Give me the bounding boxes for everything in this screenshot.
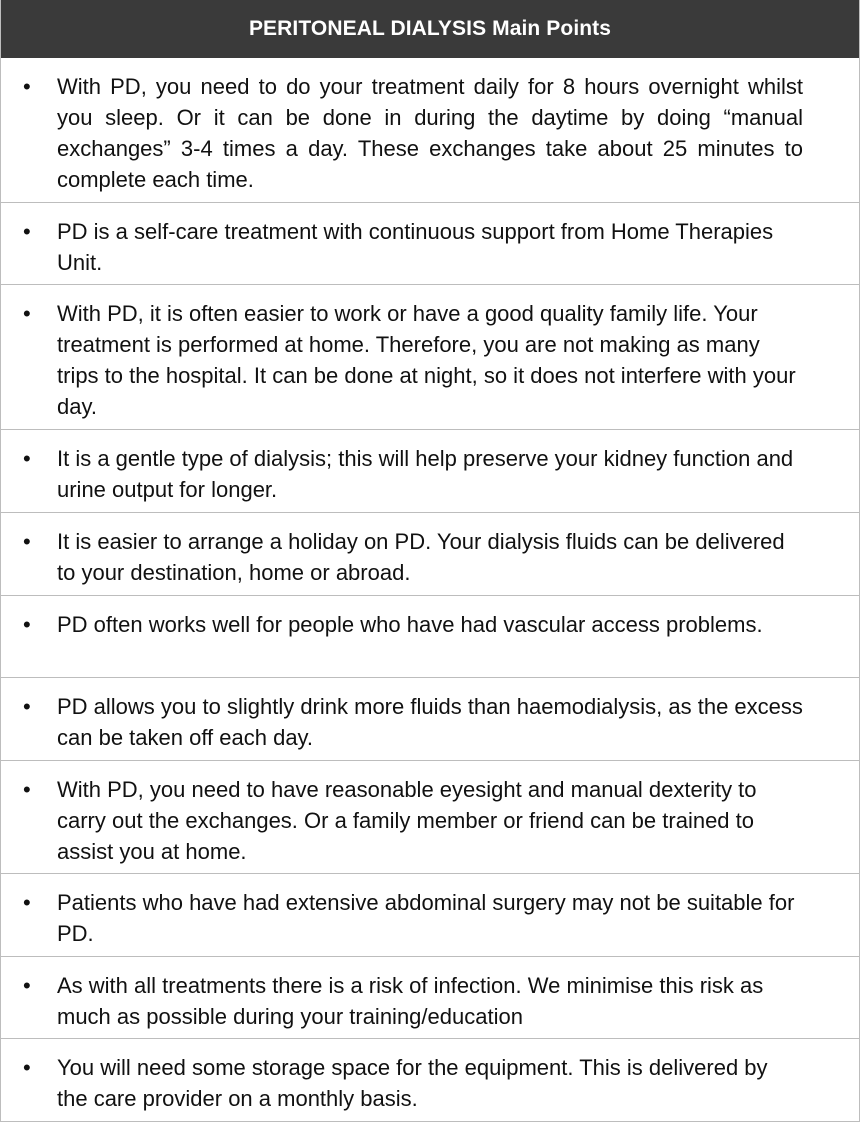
bullet-icon: • bbox=[23, 74, 31, 99]
bullet-icon: • bbox=[23, 301, 31, 326]
point-row-10 bbox=[1, 957, 859, 1039]
point-row-2 bbox=[1, 203, 859, 285]
bullet-icon: • bbox=[23, 529, 31, 554]
bullet-icon: • bbox=[23, 612, 31, 637]
point-text-1: With PD, you need to do your treatment daily for 8 hours overnight whilst you sleep. Or it can be done in during the daytime by doing “manual exchanges” 3-4 times a day. These exchanges take about 25 minutes to complete each time. bbox=[57, 74, 803, 192]
point-text-5: It is easier to arrange a holiday on PD. Your dialysis fluids can be delivered to your destination, home or abroad. bbox=[57, 529, 785, 585]
point-row-7 bbox=[1, 678, 859, 761]
bullet-icon: • bbox=[23, 446, 31, 471]
point-text-7: PD allows you to slightly drink more fluids than haemodialysis, as the excess can be taken off each day. bbox=[57, 694, 803, 750]
bullet-icon: • bbox=[23, 973, 31, 998]
point-row-8 bbox=[1, 761, 859, 874]
bullet-icon: • bbox=[23, 219, 31, 244]
point-text-2: PD is a self-care treatment with continuous support from Home Therapies Unit. bbox=[57, 219, 774, 275]
point-row-6 bbox=[1, 596, 859, 678]
bullet-icon: • bbox=[23, 777, 31, 802]
point-text-9: Patients who have had extensive abdominal surgery may not be suitable for PD. bbox=[57, 890, 795, 946]
point-text-8: With PD, you need to have reasonable eyesight and manual dexterity to carry out the exchanges. Or a family member or friend can be trained to assist you at home. bbox=[57, 777, 757, 864]
point-row-3 bbox=[1, 285, 859, 430]
point-row-9 bbox=[1, 874, 859, 957]
table-header bbox=[1, 0, 859, 58]
point-text-10: As with all treatments there is a risk of infection. We minimise this risk as much as possible during your training/education bbox=[57, 973, 764, 1029]
bullet-icon: • bbox=[23, 694, 31, 719]
point-text-6: PD often works well for people who have had vascular access problems. bbox=[57, 612, 763, 637]
table-title: PERITONEAL DIALYSIS Main Points bbox=[248, 17, 612, 40]
point-text-3: With PD, it is often easier to work or have a good quality family life. Your treatment is performed at home. Therefore, you are not making as many trips to the hospital. It can be done at night, so it does not interfere with your day. bbox=[57, 301, 796, 419]
point-text-11: You will need some storage space for the equipment. This is delivered by the care provider on a monthly basis. bbox=[57, 1055, 768, 1111]
point-row-1 bbox=[1, 58, 859, 203]
point-row-4 bbox=[1, 430, 859, 513]
point-row-11 bbox=[1, 1039, 859, 1122]
point-row-5 bbox=[1, 513, 859, 596]
bullet-icon: • bbox=[23, 890, 31, 915]
bullet-icon: • bbox=[23, 1055, 31, 1080]
point-text-4: It is a gentle type of dialysis; this will help preserve your kidney function and urine output for longer. bbox=[57, 446, 794, 502]
